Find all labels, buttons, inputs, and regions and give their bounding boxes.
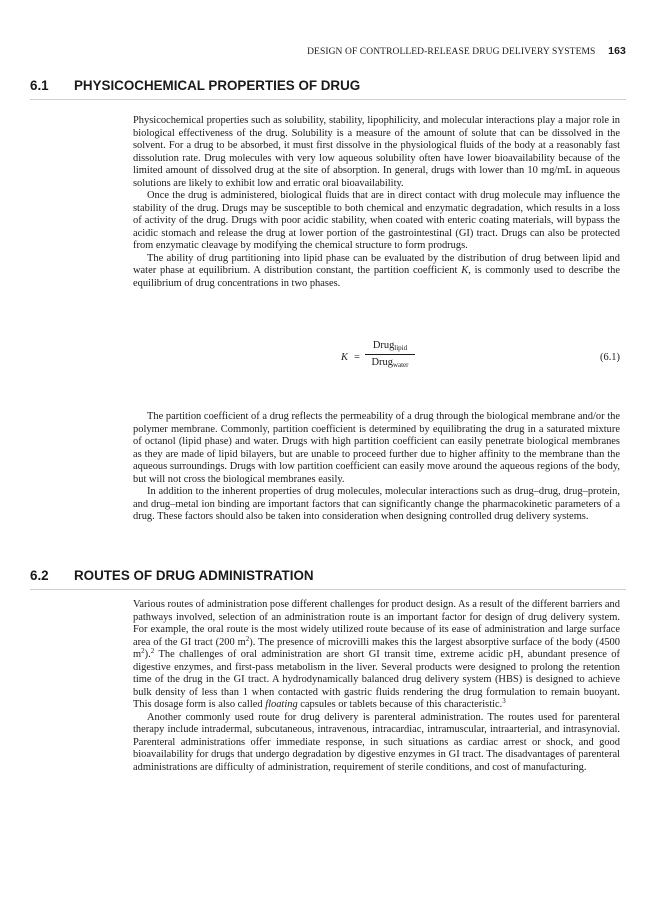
- section-6-2-body: [133, 599, 620, 774]
- section-title: PHYSICOCHEMICAL PROPERTIES OF DRUG: [74, 78, 361, 93]
- paragraph: The partition coefficient of a drug reflects the permeability of a drug through the biological membrane and/or the polymer membrane. Commonly, partition coefficient is determined by equilibrating the drug in a saturated mixture of octanol (lipid phase) and water. Drugs with high partition coefficient can easily penetrate biological membranes as they are made of lipid bilayers, but are unable to proceed further due to higher affinity to the membrane than the aqueous surroundings. Drugs with low partition coefficient can easily move around the aqueous regions of the body, but will not cross the biological membranes easily.: [133, 411, 620, 485]
- section-number: 6.2: [30, 568, 49, 583]
- section-6-1-body-top: [133, 115, 620, 290]
- equation-lhs: K: [341, 352, 348, 363]
- paragraph: Various routes of administration pose different challenges for product design. As a result of the different barriers and pathways involved, selection of an administration route is an important factor for design of drug delivery system. For example, the oral route is the most widely utilized route because of its ease of administration and large surface area of the GI tract (200 $m^2$). The presence of microvilli makes this the largest absorptive surface of the body (4500 $m^2).^2$ The challenges of oral administration are short GI transit time, extreme acidic pH, abundant presence of digestive enzymes, and first-pass metabolism in the liver. Several products were designed to prolong the retention time of the drug in the GI tract. A hydrodynamically balanced drug delivery system (HBS) is designed to achieve bulk density of less than 1 when contacted with gastric fluids rendering the drug formulation to remain buoyant. This dosage form is also called floating capsules or tablets because of this characteristic.$^3$: [133, 599, 620, 710]
- equation-number: (6.1): [600, 352, 620, 363]
- citation-ref: 2: [150, 647, 155, 655]
- paragraph: The ability of drug partitioning into lipid phase can be evaluated by the distribution of drug between lipid and water phase at equilibrium. A distribution constant, the partition coefficient K, is commonly used to describe the equilibrium of drug concentrations in two phases.: [133, 252, 620, 289]
- equation-denominator: Drug$_{water}$: [371, 357, 409, 369]
- citation-ref: 3: [502, 697, 506, 705]
- paragraph: Another commonly used route for drug delivery is parenteral administration. The routes used for parenteral therapy include intradermal, subcutaneous, intravenous, intracardiac, intramuscular, intraarterial, and intrasynovial. Parenteral administrations offer immediate response, in such situations as cardiac arrest or shock, and good bioavailability for drugs that undergo degradation by digestive enzymes in GI tract. The disadvantages of parenteral administrations are difficulty of administration, requirement of sterile conditions, and cost of manufacturing.: [133, 711, 620, 773]
- section-number: 6.1: [30, 78, 49, 93]
- paragraph: Once the drug is administered, biological fluids that are in direct contact with drug molecule may influence the stability of the drug. Drugs may be susceptible to both chemical and enzymatic degradation, which results in a loss of activity of the drug. Drugs with poor acidic stability, when coated with enteric coating materials, will bypass the acidic stomach and release the drug at lower portion of the gastrointestinal (GI) tract. Drugs can also be protected from enzymatic cleavage by modifying the chemical structure to form prodrugs.: [133, 190, 620, 251]
- running-title: DESIGN OF CONTROLLED-RELEASE DRUG DELIVERY SYSTEMS: [307, 47, 596, 57]
- section-title: ROUTES OF DRUG ADMINISTRATION: [74, 568, 314, 583]
- section-6-1-body-bottom: [133, 411, 620, 524]
- equation-6-1: [133, 340, 620, 376]
- page-number: 163: [608, 45, 626, 57]
- equation-fraction: [365, 340, 415, 369]
- equation-numerator: Drug$_{lipid}$: [365, 340, 415, 355]
- paragraph: In addition to the inherent properties of drug molecules, molecular interactions such as drug–drug, drug–protein, and drug–metal ion binding are important factors that can significantly change the pharmacokinetic parameters of a drug. These factors should also be taken into consideration when designing controlled drug delivery systems.: [133, 486, 620, 522]
- section-heading-6-2: [30, 568, 626, 590]
- paragraph: Physicochemical properties such as solubility, stability, lipophilicity, and molecular interactions play a major role in biological effectiveness of the drug. Solubility is a measure of the amount of solute that can be dissolved in the solvent. For a drug to be absorbed, it must first dissolve in the physiological fluids of the body at a reasonably fast dissolution rate. Drug molecules with very low aqueous solubility often have lower bioavailability because of the limited amount of dissolved drug at the site of absorption. In general, drugs with lower than 10 mg/mL in aqueous solutions are likely to exhibit low and erratic oral bioavailability.: [133, 115, 620, 189]
- k-symbol: K: [461, 265, 469, 276]
- running-head: [133, 45, 626, 57]
- section-heading-6-1: [30, 78, 626, 100]
- equation-equals: =: [354, 352, 360, 363]
